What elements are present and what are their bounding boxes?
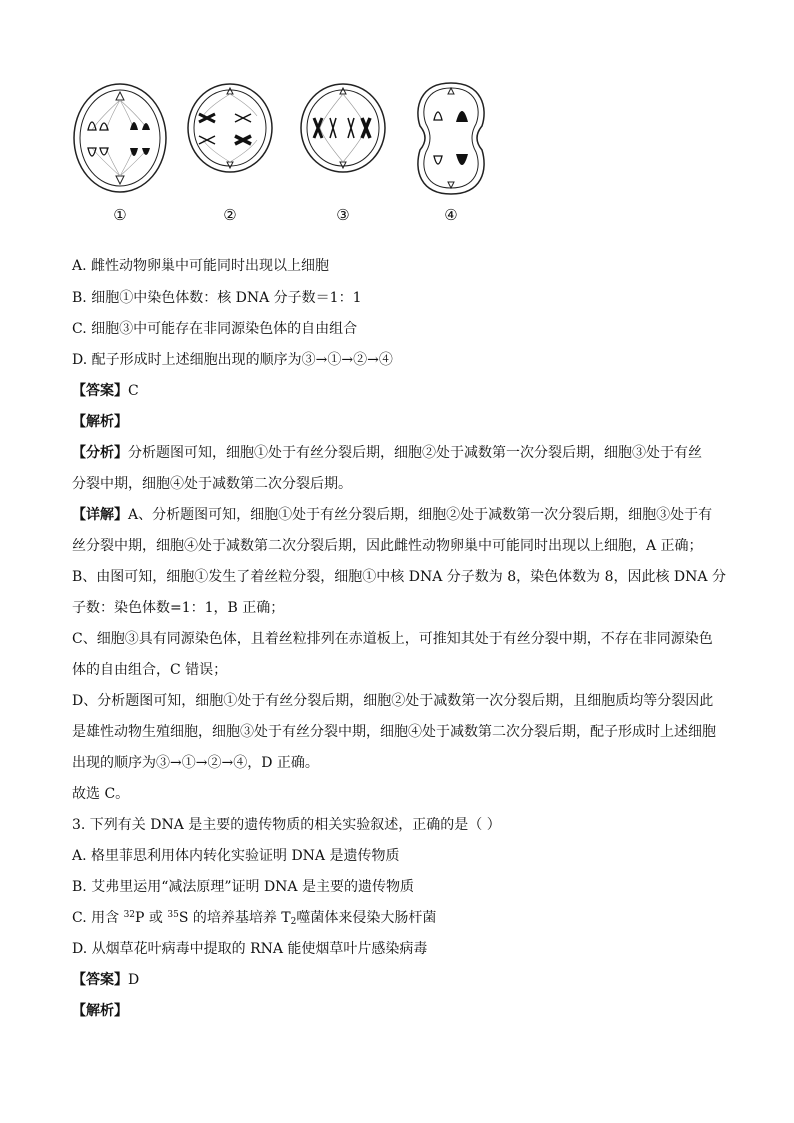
q2-detail-line-c1: C、细胞③具有同源染色体，且着丝粒排列在赤道板上，可推知其处于有丝分裂中期，不存在非同源染色 xyxy=(72,631,713,647)
cell-2-label: ② xyxy=(223,206,237,224)
q3-option-a: A. 格里菲思利用体内转化实验证明 DNA 是遗传物质 xyxy=(72,848,400,864)
cell-4-label: ④ xyxy=(444,206,458,224)
cell-4-diagram xyxy=(412,78,490,198)
q3-option-c-mid2: S 的培养基培养 T xyxy=(178,910,291,926)
cell-1-diagram xyxy=(70,78,170,198)
q3-option-c xyxy=(72,908,436,928)
xiangjie-label: 【详解】 xyxy=(72,507,128,523)
q3-stem: 3. 下列有关 DNA 是主要的遗传物质的相关实验叙述，正确的是（ ） xyxy=(72,817,501,833)
q3-option-c-sup-35: 35 xyxy=(167,910,179,920)
q2-option-b: B. 细胞①中染色体数：核 DNA 分子数＝1：1 xyxy=(72,290,362,306)
fenxi-text-1: 分析题图可知，细胞①处于有丝分裂后期，细胞②处于减数第一次分裂后期，细胞③处于有丝 xyxy=(128,445,702,461)
q3-option-c-sup-32: 32 xyxy=(123,910,136,920)
q3-option-c-post: 噬菌体来侵染大肠杆菌 xyxy=(296,910,437,926)
q3-option-b: B. 艾弗里运用“减法原理”证明 DNA 是主要的遗传物质 xyxy=(72,879,414,895)
q2-detail-line-d1: D、分析题图可知，细胞①处于有丝分裂后期，细胞②处于减数第一次分裂后期，且细胞质均等分裂因此 xyxy=(72,693,714,709)
q2-detail-line-d3: 出现的顺序为③→①→②→④，D 正确。 xyxy=(72,755,319,771)
q2-conclusion: 故选 C。 xyxy=(72,786,130,802)
q3-answer-label: 【答案】 xyxy=(72,972,128,988)
q2-detail-line-c2: 体的自由组合，C 错误； xyxy=(72,662,228,678)
cell-3-label: ③ xyxy=(336,206,350,224)
q3-option-c-mid1: P 或 xyxy=(135,910,168,926)
cell-2-diagram xyxy=(185,78,275,178)
q2-detail-line-a2: 丝分裂中期，细胞④处于减数第二次分裂后期，因此雌性动物卵巢中可能同时出现以上细胞，A 正确； xyxy=(72,538,703,554)
q2-detail-line-d2: 是雄性动物生殖细胞，细胞③处于有丝分裂中期，细胞④处于减数第二次分裂后期，配子形成时上述细胞 xyxy=(72,724,716,740)
q2-detail-line-b1: B、由图可知，细胞①发生了着丝粒分裂，细胞①中核 DNA 分子数为 8，染色体数为 8，因此核 DNA 分 xyxy=(72,569,726,585)
q3-option-c-sub-2: 2 xyxy=(290,917,297,927)
fenxi-label: 【分析】 xyxy=(72,445,128,461)
q2-detail-line-a1 xyxy=(72,505,712,525)
q3-answer xyxy=(72,970,139,990)
cell-1-label: ① xyxy=(113,206,127,224)
cell-division-figure xyxy=(60,78,500,228)
q3-analysis-header: 【解析】 xyxy=(72,1003,128,1019)
q2-analysis-header: 【解析】 xyxy=(72,414,128,430)
q3-answer-value: D xyxy=(128,972,140,988)
cell-3-diagram xyxy=(298,78,388,178)
answer-label: 【答案】 xyxy=(72,383,128,399)
q3-option-c-pre: C. 用含 xyxy=(72,910,124,926)
q2-detail-line-b2: 子数：染色体数=1：1，B 正确； xyxy=(72,600,285,616)
detail-a1-text: A、分析题图可知，细胞①处于有丝分裂后期，细胞②处于减数第一次分裂后期，细胞③处于有 xyxy=(128,507,713,523)
q2-option-a: A. 雌性动物卵巢中可能同时出现以上细胞 xyxy=(72,258,330,274)
q2-option-d: D. 配子形成时上述细胞出现的顺序为③→①→②→④ xyxy=(72,352,393,368)
q2-fenxi-line1 xyxy=(72,443,702,463)
q2-fenxi-line2: 分裂中期，细胞④处于减数第二次分裂后期。 xyxy=(72,476,352,492)
answer-value: C xyxy=(128,383,139,399)
q2-answer xyxy=(72,381,139,401)
q3-option-d: D. 从烟草花叶病毒中提取的 RNA 能使烟草叶片感染病毒 xyxy=(72,941,428,957)
q2-option-c: C. 细胞③中可能存在非同源染色体的自由组合 xyxy=(72,321,358,337)
